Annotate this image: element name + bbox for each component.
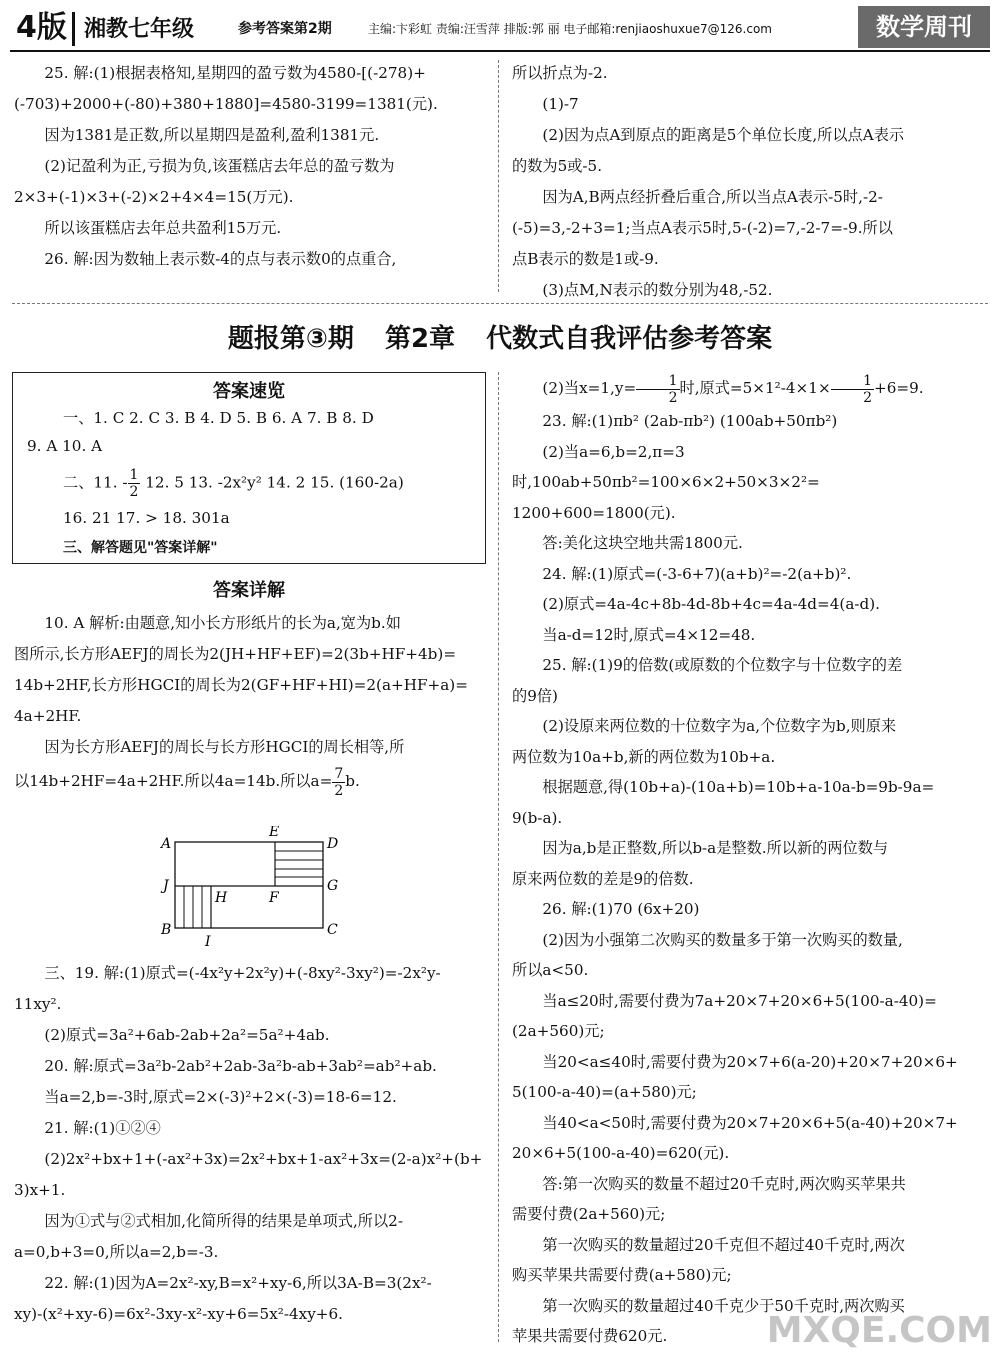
text-line: 根据题意,得(10b+a)-(10a+b)=10b+a-10a-b=9b-9a= — [542, 778, 935, 796]
rectangle-figure — [155, 826, 345, 946]
text-line: (3)点M,N表示的数分别为48,-52. — [542, 281, 773, 299]
text-part: 时,原式=5×1²-4×1× — [679, 379, 831, 397]
column-divider-bottom — [498, 372, 499, 1342]
text-line: 第一次购买的数量超过40千克少于50千克时,两次购买 — [542, 1296, 905, 1315]
fraction-numerator: 1 — [831, 373, 874, 390]
text-line: 因为a,b是正整数,所以b-a是整数.所以新的两位数与 — [542, 839, 889, 857]
text-line: 22. 解:(1)因为A=2x²-xy,B=x²+xy-6,所以3A-B=3(2x²- — [44, 1274, 432, 1292]
fraction-denominator: 2 — [129, 484, 139, 500]
left-lower-column — [14, 958, 486, 1330]
text-line: 苹果共需要付费620元. — [512, 1327, 668, 1345]
text-line: 因为1381是正数,所以星期四是盈利,盈利1381元. — [44, 126, 380, 144]
text-line: 三、19. 解:(1)原式=(-4x²y+2x²y)+(-8xy²-3xy²)=-2x²y- — [44, 964, 441, 982]
text-line: 答:第一次购买的数量不超过20千克时,两次购买苹果共 — [542, 1174, 906, 1193]
text-line — [512, 370, 988, 406]
brand-logo: 数学周刊 — [858, 6, 990, 48]
text-part: b. — [345, 772, 360, 790]
issue-label: 参考答案第2期 — [238, 21, 332, 37]
quick-answers-box — [12, 372, 486, 564]
text-line: 答:美化这块空地共需1800元. — [542, 534, 743, 552]
text-part: 以14b+2HF=4a+2HF.所以4a=14b.所以a= — [14, 772, 333, 790]
quick-line: 三、解答题见"答案详解" — [63, 540, 218, 556]
text-line — [14, 763, 486, 799]
grade-label: 湘教七年级 — [84, 17, 195, 42]
text-line: (-703)+2000+(-80)+380+1880]=4580-3199=1381(元). — [14, 95, 438, 113]
text-line: 购买苹果共需要付费(a+580)元; — [512, 1266, 732, 1284]
label-d: D — [327, 836, 339, 852]
text-line: 需要付费(2a+560)元; — [512, 1205, 666, 1223]
text-line: 24. 解:(1)原式=(-3-6+7)(a+b)²=-2(a+b)². — [542, 564, 852, 583]
edition-label: 4版 — [16, 10, 67, 45]
quick-line — [63, 467, 404, 500]
text-line: 的9倍) — [512, 686, 558, 705]
section-title: 题报第③期 第2章 代数式自我评估参考答案 — [227, 324, 773, 354]
text-line: 26. 解:(1)70 (6x+20) — [542, 900, 700, 918]
text-line: (2a+560)元; — [512, 1022, 605, 1040]
right-detail-column — [512, 370, 988, 1352]
text-line: 14b+2HF,长方形HGCI的周长为2(GF+HF+HI)=2(a+HF+a)= — [14, 676, 468, 694]
label-e: E — [269, 826, 280, 840]
detail-heading: 答案详解 — [213, 580, 285, 601]
column-divider-top — [498, 60, 499, 292]
text-line: 20×6+5(100-a-40)=620(元). — [512, 1144, 730, 1162]
top-right-column — [512, 58, 988, 306]
text-line: 当a=2,b=-3时,原式=2×(-3)²+2×(-3)=18-6=12. — [44, 1088, 397, 1106]
label-g: G — [327, 878, 339, 894]
text-line: 的数为5或-5. — [512, 157, 603, 175]
quick-line: 9. A 10. A — [27, 437, 103, 455]
page-header — [10, 6, 990, 52]
text-line: (-5)=3,-2+3=1;当点A表示5时,5-(-2)=7,-2-7=-9.所以 — [512, 219, 893, 237]
text-line: 9(b-a). — [512, 808, 563, 827]
text-line: 因为①式与②式相加,化简所得的结果是单项式,所以2- — [44, 1212, 403, 1230]
label-b: B — [161, 922, 172, 938]
fraction — [636, 373, 679, 406]
label-i: I — [205, 934, 211, 946]
text-line: 3)x+1. — [14, 1181, 66, 1199]
text-line: 两位数为10a+b,新的两位数为10b+a. — [512, 747, 776, 766]
section-divider — [12, 303, 988, 304]
text-line: 当a-d=12时,原式=4×12=48. — [542, 625, 756, 644]
fraction — [128, 467, 141, 500]
fraction-numerator: 1 — [636, 373, 679, 390]
text-line: (2)当a=6,b=2,π=3时,100ab+50πb²=100×6×2+50×3×2²= — [512, 442, 820, 491]
text-line: 4a+2HF. — [14, 707, 82, 725]
text-line: 原来两位数的差是9的倍数. — [512, 869, 694, 888]
fraction-numerator: 7 — [334, 765, 344, 782]
text-line: 因为A,B两点经折叠后重合,所以当点A表示-5时,-2- — [542, 188, 883, 206]
text-part: (2)当x=1,y= — [542, 379, 637, 397]
text-line: 20. 解:原式=3a²b-2ab²+2ab-3a²b-ab+3ab²=ab²+ab. — [44, 1057, 437, 1075]
text-line: 23. 解:(1)πb² (2ab-πb²) (100ab+50πb²) — [542, 412, 838, 430]
text-line: (1)-7 — [542, 95, 579, 113]
text-line: 当20<a≤40时,需要付费为20×7+6(a-20)+20×7+20×6+ — [542, 1052, 958, 1071]
fraction — [332, 766, 345, 799]
outer-rect — [175, 842, 323, 928]
text-line: 当40<a<50时,需要付费为20×7+20×6+5(a-40)+20×7+ — [542, 1113, 958, 1132]
header-rule — [10, 50, 990, 52]
text-line: a=0,b+3=0,所以a=2,b=-3. — [14, 1243, 219, 1261]
quick-answers-heading: 答案速览 — [213, 381, 285, 402]
label-h: H — [215, 890, 228, 906]
text-line: 25. 解:(1)9的倍数(或原数的个位数字与十位数字的差 — [542, 656, 903, 674]
quick-line: 一、1. C 2. C 3. B 4. D 5. B 6. A 7. B 8. D — [63, 409, 374, 427]
text-line: 所以该蛋糕店去年总共盈利15万元. — [44, 219, 282, 237]
fraction — [831, 373, 874, 406]
text-line: 第一次购买的数量超过20千克但不超过40千克时,两次 — [542, 1235, 905, 1254]
text-part: +6=9. — [873, 379, 924, 397]
text-line: 当a≤20时,需要付费为7a+20×7+20×6+5(100-a-40)= — [542, 991, 937, 1010]
text-line: 5(100-a-40)=(a+580)元; — [512, 1083, 697, 1101]
quick-text: 12. 5 13. -2x²y² 14. 2 15. (160-2a) — [140, 473, 404, 492]
text-line: (2)因为点A到原点的距离是5个单位长度,所以点A表示 — [542, 126, 905, 144]
fraction-denominator: 2 — [334, 782, 344, 799]
watermark: MXQE.COM — [766, 1310, 992, 1351]
label-a: A — [161, 836, 172, 852]
fraction-denominator: 2 — [668, 389, 678, 406]
text-line: 1200+600=1800(元). — [512, 503, 676, 522]
text-line: 26. 解:因为数轴上表示数-4的点与表示数0的点重合, — [44, 250, 397, 268]
text-line: 21. 解:(1)①②④ — [44, 1119, 161, 1137]
fraction-denominator: 2 — [863, 389, 872, 406]
text-line: (2)原式=4a-4c+8b-4d-8b+4c=4a-4d=4(a-d). — [542, 595, 880, 613]
text-line: 点B表示的数是1或-9. — [512, 250, 659, 268]
text-line: 11xy². — [14, 995, 62, 1013]
left-detail-column — [14, 608, 486, 799]
text-line: 10. A 解析:由题意,知小长方形纸片的长为a,宽为b.如 — [44, 614, 401, 632]
text-line: (2)2x²+bx+1+(-ax²+3x)=2x²+bx+1-ax²+3x=(2-a)x²+(b+ — [44, 1150, 483, 1168]
quick-line: 16. 21 17. > 18. 301a — [63, 509, 230, 527]
text-line: (2)原式=3a²+6ab-2ab+2a²=5a²+4ab. — [44, 1026, 330, 1044]
label-f: F — [269, 890, 279, 906]
text-line: (2)设原来两位数的十位数字为a,个位数字为b,则原来 — [542, 717, 897, 735]
text-line: 因为长方形AEFJ的周长与长方形HGCI的周长相等,所 — [44, 738, 405, 756]
text-line: (2)因为小强第二次购买的数量多于第一次购买的数量, — [542, 930, 903, 949]
staff-info: 主编:卞彩虹 责编:汪雪萍 排版:郭 丽 电子邮箱:renjiaoshuxue7@126.com — [368, 22, 772, 36]
text-line: (2)记盈利为正,亏损为负,该蛋糕店去年总的盈亏数为 — [44, 157, 395, 175]
fraction-numerator: 1 — [129, 467, 139, 483]
text-line: xy)-(x²+xy-6)=6x²-3xy-x²-xy+6=5x²-4xy+6. — [14, 1305, 344, 1323]
label-j: J — [163, 878, 169, 894]
label-c: C — [327, 922, 338, 938]
text-line: 图所示,长方形AEFJ的周长为2(JH+HF+EF)=2(3b+HF+4b)= — [14, 645, 457, 663]
text-line: 25. 解:(1)根据表格知,星期四的盈亏数为4580-[(-278)+ — [44, 64, 426, 82]
text-line: 2×3+(-1)×3+(-2)×2+4×4=15(万元). — [14, 188, 294, 206]
text-line: 所以折点为-2. — [512, 64, 608, 82]
header-divider — [72, 12, 75, 46]
quick-text: 二、11. - — [63, 473, 128, 492]
top-left-column — [14, 58, 486, 275]
text-line: 所以a<50. — [512, 961, 589, 979]
